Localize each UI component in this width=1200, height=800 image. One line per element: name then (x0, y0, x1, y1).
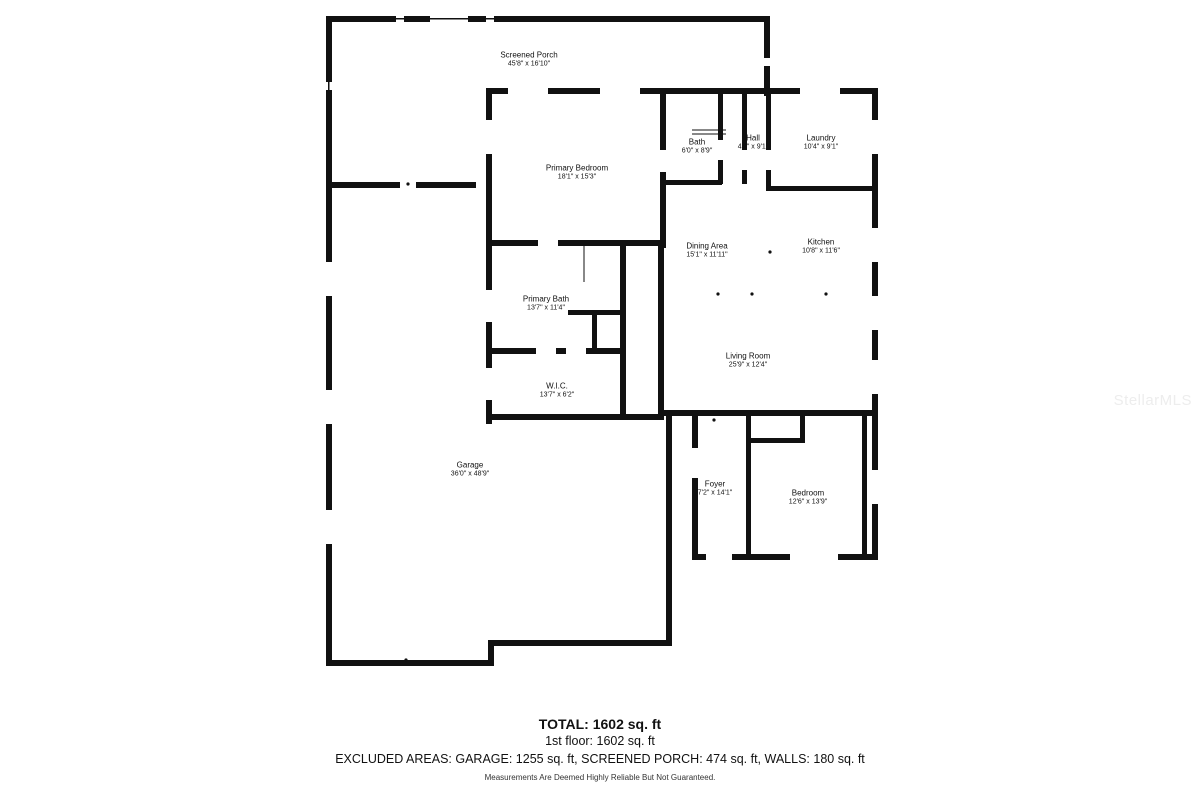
room-dims: 25'9" x 12'4" (728, 361, 768, 369)
floor-markers (404, 182, 827, 661)
room-name: Dining Area (686, 241, 728, 251)
room-dims: 13'7" x 6'2" (539, 391, 575, 399)
door-swing-lines (584, 130, 726, 282)
room-name: Living Room (725, 351, 771, 361)
excluded-areas: EXCLUDED AREAS: GARAGE: 1255 sq. ft, SCREENED PORCH: 474 sq. ft, WALLS: 180 sq. ft (335, 752, 865, 766)
room-name: Hall (746, 133, 760, 143)
room-name: Garage (456, 460, 484, 470)
room-dims: 12'6" x 13'9" (788, 498, 828, 506)
measurement-disclaimer: Measurements Are Deemed Highly Reliable But Not Guaranteed. (484, 773, 716, 782)
room-dims: 4'3" x 9'1" (737, 143, 769, 151)
main-house-walls (326, 88, 878, 666)
stellarmls-watermark: StellarMLS (1113, 392, 1192, 409)
room-name: Foyer (704, 479, 726, 489)
room-dims: 7'2" x 14'1" (697, 489, 733, 497)
total-value: 1602 sq. ft (592, 716, 662, 732)
room-dims: 10'8" x 11'6" (802, 247, 840, 255)
first-floor-area: 1st floor: 1602 sq. ft (545, 734, 655, 748)
window-openings (324, 86, 880, 562)
room-dims: 18'1" x 15'3" (557, 173, 597, 181)
room-name: W.I.C. (546, 381, 568, 391)
room-dims: 45'8" x 16'10" (507, 60, 551, 68)
room-dims: 13'7" x 11'4" (527, 304, 565, 312)
room-dims: 15'1" x 11'11" (686, 251, 728, 259)
room-name: Laundry (806, 133, 836, 143)
room-name: Screened Porch (500, 50, 558, 60)
room-dims: 36'0" x 48'9" (450, 470, 490, 478)
total-area-line (0, 716, 1200, 732)
room-dims: 6'0" x 8'9" (681, 147, 713, 155)
total-label: TOTAL: (538, 716, 589, 732)
room-name: Primary Bedroom (545, 163, 609, 173)
room-dims: 10'4" x 9'1" (803, 143, 839, 151)
room-name: Kitchen (807, 237, 835, 247)
room-name: Bath (688, 137, 706, 147)
screened-porch-outline (325, 15, 771, 189)
room-name: Bedroom (791, 488, 825, 498)
room-name: Primary Bath (522, 294, 570, 304)
